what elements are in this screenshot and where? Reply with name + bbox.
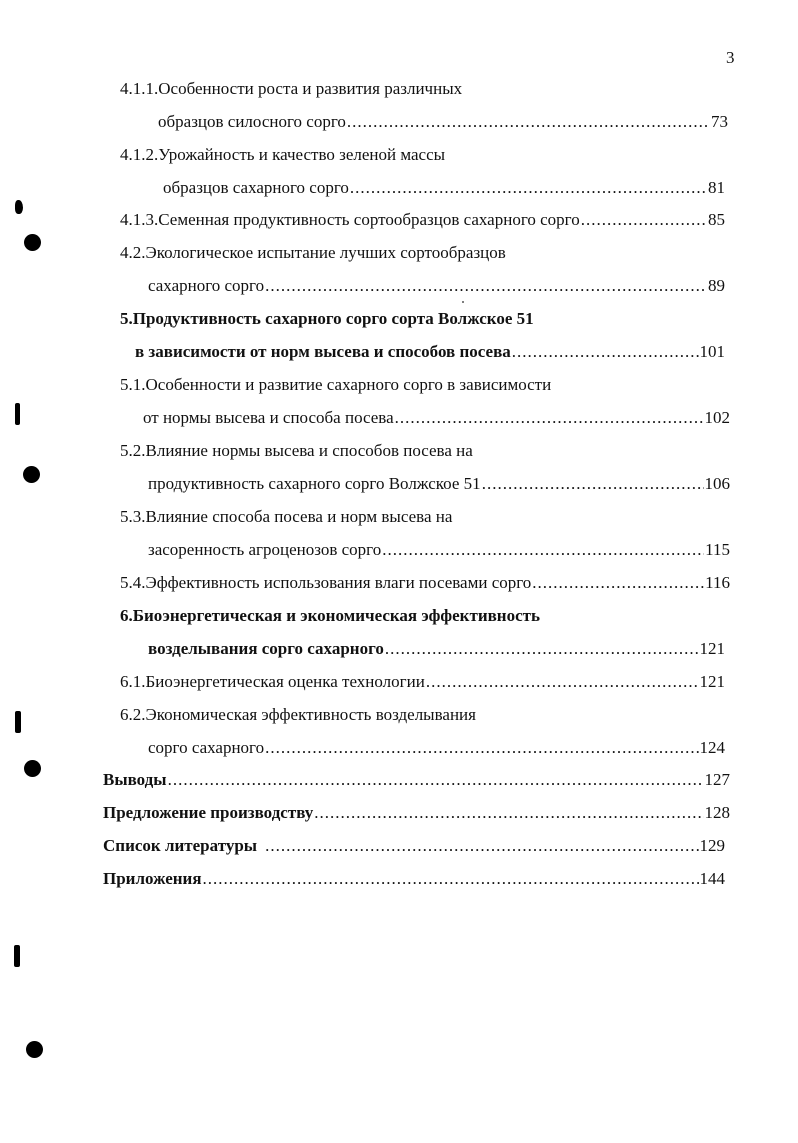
toc-entry-4-2-cont xyxy=(148,275,725,297)
scan-speck xyxy=(462,301,464,303)
toc-entry-chapter-5 xyxy=(120,308,720,330)
dot-leader xyxy=(385,638,699,660)
toc-entry-6-2-cont xyxy=(148,737,725,759)
toc-page-number: 129 xyxy=(699,836,725,855)
toc-entry-title: 6.Биоэнергетическая и экономическая эффективность xyxy=(120,606,540,625)
toc-entry-5-2-cont xyxy=(148,473,730,495)
dot-leader xyxy=(581,209,707,231)
toc-entry-4-2 xyxy=(120,242,720,264)
dot-leader xyxy=(395,407,704,429)
toc-entry-title: Список литературы xyxy=(103,836,258,855)
toc-page-number: 128 xyxy=(704,803,730,822)
toc-entry-5-4 xyxy=(120,572,730,594)
dot-leader xyxy=(314,802,703,824)
toc-entry-chapter-5-cont xyxy=(135,341,725,363)
toc-page-number: 124 xyxy=(699,738,725,757)
toc-entry-title: сахарного сорго xyxy=(148,276,265,295)
punch-hole xyxy=(26,1041,43,1058)
binding-mark xyxy=(15,200,23,214)
toc-entry-title: Предложение производству xyxy=(103,803,314,822)
toc-page-number: 121 xyxy=(699,639,725,658)
toc-entry-title: 5.4.Эффективность использования влаги посевами сорго xyxy=(120,573,532,592)
toc-entry-chapter-6-cont xyxy=(148,638,725,660)
toc-entry-title: от нормы высева и способа посева xyxy=(143,408,394,427)
toc-entry-title: засоренность агроценозов сорго xyxy=(148,540,382,559)
toc-entry-title: 5.2.Влияние нормы высева и способов посева на xyxy=(120,441,473,460)
dot-leader xyxy=(168,769,704,791)
toc-page-number: 115 xyxy=(705,540,730,559)
punch-hole xyxy=(24,760,41,777)
dot-leader xyxy=(382,539,704,561)
toc-page-number: 116 xyxy=(705,573,730,592)
toc-entry-title: 4.1.2.Урожайность и качество зеленой массы xyxy=(120,145,446,164)
toc-entry-title: сорго сахарного xyxy=(148,738,265,757)
dot-leader xyxy=(350,177,707,199)
toc-entry-4-1-2 xyxy=(120,144,720,166)
binding-mark xyxy=(14,945,20,967)
toc-page-number: 81 xyxy=(708,178,725,197)
toc-entry-5-3-cont xyxy=(148,539,730,561)
binding-mark xyxy=(15,711,21,733)
toc-page-number: 89 xyxy=(708,276,725,295)
toc-page-number: 127 xyxy=(704,770,730,789)
toc-entry-6-1 xyxy=(120,671,725,693)
toc-entry-title: 6.1.Биоэнергетическая оценка технологии xyxy=(120,672,425,691)
toc-entry-title: в зависимости от норм высева и способов посева xyxy=(135,342,511,361)
dot-leader xyxy=(482,473,704,495)
toc-entry-title: 6.2.Экономическая эффективность возделывания xyxy=(120,705,476,724)
toc-entry-title: 5.3.Влияние способа посева и норм высева на xyxy=(120,507,453,526)
toc-entry-5-3 xyxy=(120,506,720,528)
toc-entry-title: Приложения xyxy=(103,869,202,888)
toc-entry-5-1 xyxy=(120,374,730,396)
dot-leader xyxy=(265,737,698,759)
toc-entry-title: 5.Продуктивность сахарного сорго сорта Волжское 51 xyxy=(120,309,534,328)
toc-entry-4-1-2-cont xyxy=(163,177,725,199)
toc-entry-title: 4.1.1.Особенности роста и развития различных xyxy=(120,79,463,98)
dot-leader xyxy=(426,671,699,693)
punch-hole xyxy=(24,234,41,251)
toc-entry-title: Выводы xyxy=(103,770,167,789)
dot-leader xyxy=(265,275,707,297)
toc-entry-4-1-1 xyxy=(120,78,720,100)
toc-entry-appendices xyxy=(103,868,725,890)
dot-leader xyxy=(512,341,699,363)
toc-entry-6-2 xyxy=(120,704,720,726)
toc-entry-references xyxy=(103,835,725,857)
toc-page-number: 101 xyxy=(699,342,725,361)
dot-leader xyxy=(347,111,710,133)
dot-leader xyxy=(532,572,704,594)
toc-entry-title: возделывания сорго сахарного xyxy=(148,639,384,658)
toc-page-number: 102 xyxy=(704,408,730,427)
binding-mark xyxy=(15,403,20,425)
page-number: 3 xyxy=(726,48,735,67)
toc-entry-recommendations xyxy=(103,802,730,824)
toc-page-number: 144 xyxy=(699,869,725,888)
toc-entry-4-1-1-cont xyxy=(158,111,728,133)
dot-leader xyxy=(203,868,699,890)
toc-page-number: 106 xyxy=(704,474,730,493)
toc-entry-conclusions xyxy=(103,769,730,791)
dot-leader xyxy=(265,835,698,857)
toc-page-number: 73 xyxy=(711,112,728,131)
toc-entry-title: образцов сахарного сорго xyxy=(163,178,349,197)
toc-entry-title: 5.1.Особенности и развитие сахарного сорго в зависимости xyxy=(120,375,552,394)
toc-entry-title: 4.1.3.Семенная продуктивность сортообразцов сахарного сорго xyxy=(120,210,580,229)
toc-page-number: 121 xyxy=(699,672,725,691)
toc-entry-5-2 xyxy=(120,440,720,462)
toc-page-number: 85 xyxy=(708,210,725,229)
toc-entry-title: образцов силосного сорго xyxy=(158,112,346,131)
toc-entry-title: продуктивность сахарного сорго Волжское 51 xyxy=(148,474,481,493)
toc-entry-5-1-cont xyxy=(143,407,730,429)
toc-entry-chapter-6 xyxy=(120,605,730,627)
toc-entry-4-1-3 xyxy=(120,209,725,231)
punch-hole xyxy=(23,466,40,483)
toc-entry-title: 4.2.Экологическое испытание лучших сортообразцов xyxy=(120,243,506,262)
